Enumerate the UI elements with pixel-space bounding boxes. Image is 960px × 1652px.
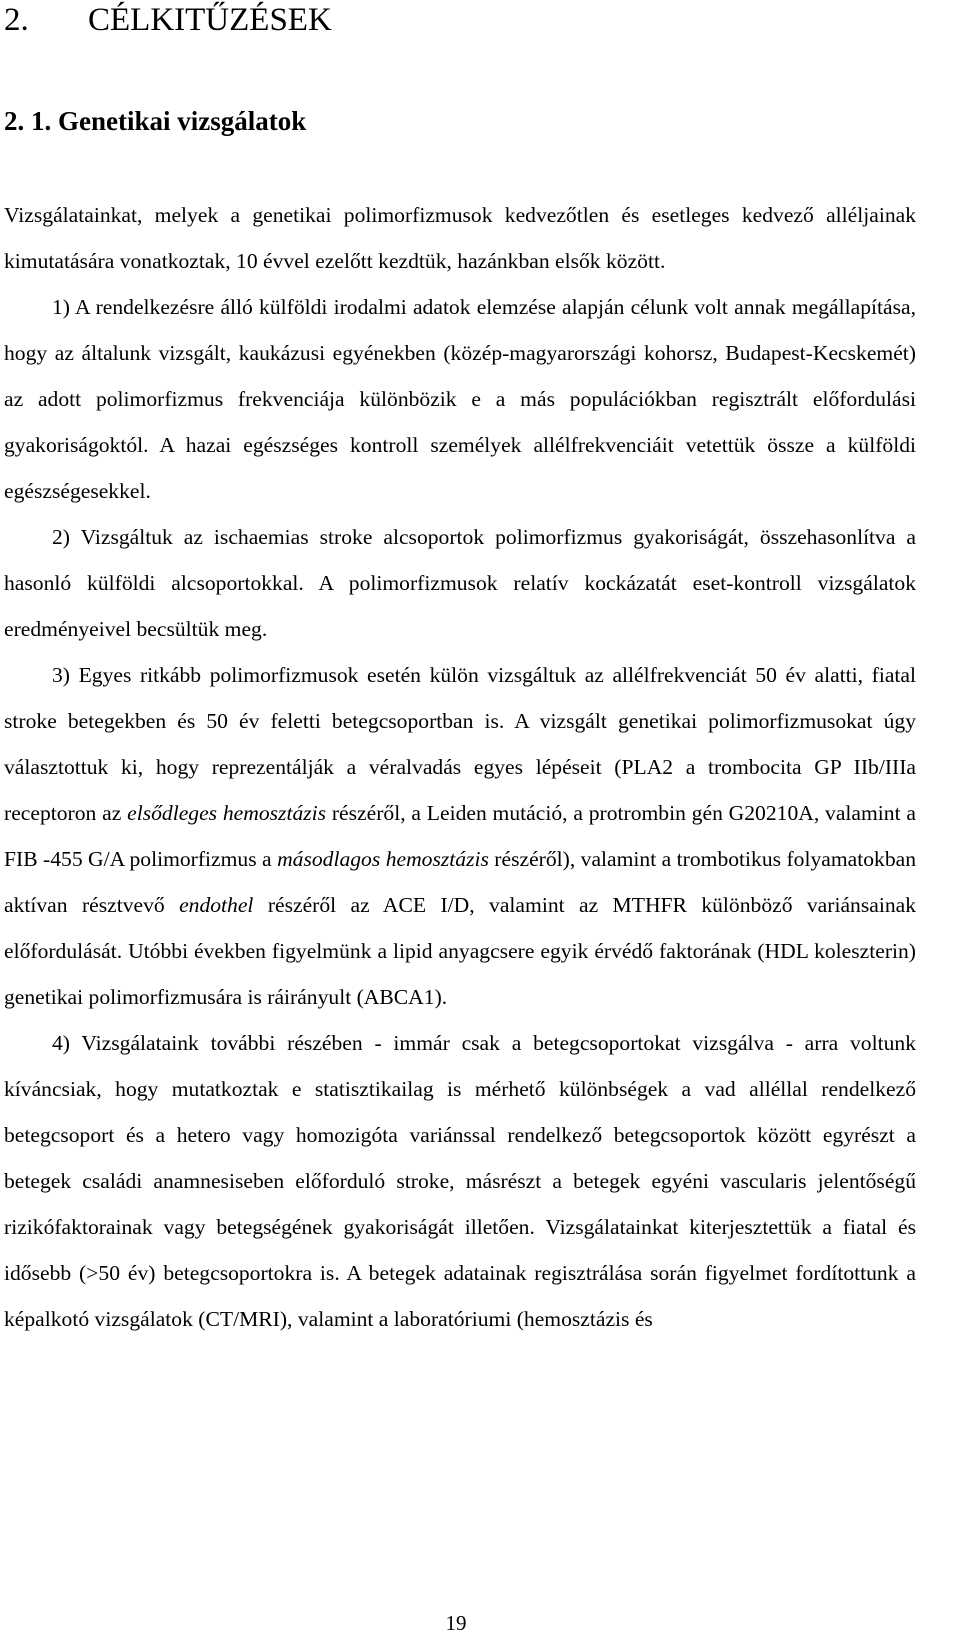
emphasis-term: endothel	[179, 893, 254, 917]
paragraph-goal-3: 3) Egyes ritkább polimorfizmusok esetén külön vizsgáltuk az allélfrekvenciát 50 év alatti, fiatal stroke betegekben és 50 év feletti betegcsoportban is. A vizsgált genetikai polimorfizmusokat úgy választottuk ki, hogy reprezentálják a véralvadás egyes lépéseit (PLA2 a trombocita GP IIb/IIIa receptoron az elsődleges hemosztázis részéről, a Leiden mutáció, a protrombin gén G20210A, valamint a FIB -455 G/A polimorfizmus a másodlagos hemosztázis részéről), valamint a trombotikus folyamatokban aktívan résztvevő endothel részéről az ACE I/D, valamint az MTHFR különböző variánsainak előfordulását. Utóbbi években figyelmünk a lipid anyagcsere egyik érvédő faktorának (HDL koleszterin) genetikai polimorfizmusára is ráirányult (ABCA1).	[4, 663, 917, 1009]
paragraph-goal-2: 2) Vizsgáltuk az ischaemias stroke alcsoportok polimorfizmus gyakoriságát, összehasonlítva a hasonló külföldi alcsoportokkal. A polimorfizmusok relatív kockázatát eset-kontroll vizsgálatok eredményeivel becsültük meg.	[4, 525, 916, 641]
chapter-number: 2.	[4, 2, 29, 38]
paragraph-goal-4: 4) Vizsgálataink további részében - immár csak a betegcsoportokat vizsgálva - arra voltunk kíváncsiak, hogy mutatkoztak e statisztikailag is mérhető különbségek a vad alléllal rendelkező betegcsoport és a hetero vagy homozigóta variánssal rendelkező betegcsoportok között egyrészt a betegek családi anamnesiseben előforduló stroke, másrészt a betegek egyéni vascularis jelentőségű rizikófaktorainak vagy betegségének gyakoriságát illetően. Vizsgálatainkat kiterjesztettük a fiatal és idősebb (>50 év) betegcsoportokra is. A betegek adatainak regisztrálása során figyelmet fordítottunk a képalkotó vizsgálatok (CT/MRI), valamint a laboratóriumi (hemosztázis és	[4, 1031, 916, 1331]
chapter-heading	[4, 0, 332, 40]
section-heading: 2. 1. Genetikai vizsgálatok	[4, 106, 307, 136]
emphasis-term: másodlagos hemosztázis	[277, 847, 489, 871]
page-number: 19	[445, 1611, 467, 1635]
body-text	[4, 192, 916, 1342]
chapter-title: CÉLKITŰZÉSEK	[88, 2, 332, 38]
paragraph-intro: Vizsgálatainkat, melyek a genetikai polimorfizmusok kedvezőtlen és esetleges kedvező alléljainak kimutatására vonatkoztak, 10 évvel ezelőtt kezdtük, hazánkban elsők között.	[4, 203, 916, 273]
paragraph-goal-1: 1) A rendelkezésre álló külföldi irodalmi adatok elemzése alapján célunk volt annak megállapítása, hogy az általunk vizsgált, kaukázusi egyénekben (közép-magyarországi kohorsz, Budapest-Kecskemét) az adott polimorfizmus frekvenciája különbözik e a más populációkban regisztrált előfordulási gyakoriságoktól. A hazai egészséges kontroll személyek allélfrekvenciáit vetettük össze a külföldi egészségesekkel.	[4, 295, 916, 503]
emphasis-term: elsődleges hemosztázis	[127, 801, 327, 825]
